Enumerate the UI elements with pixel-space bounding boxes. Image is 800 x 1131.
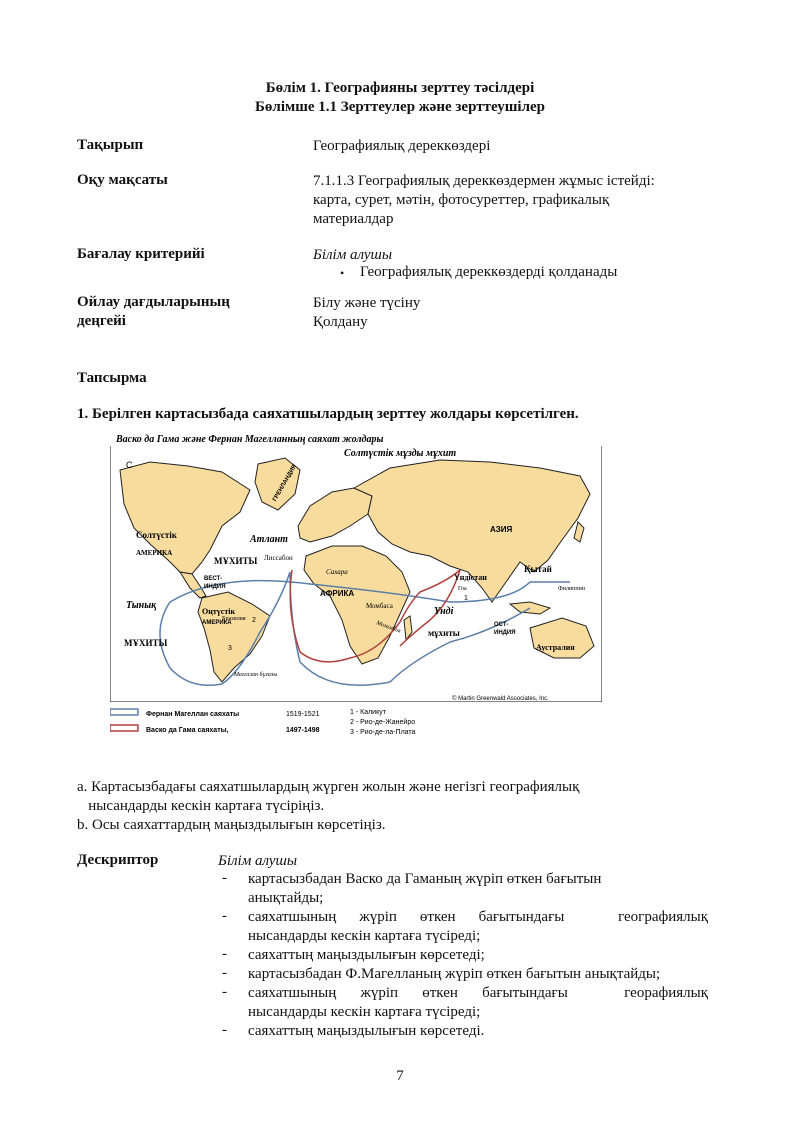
magellan-strait-label: Магеллан бұғазы — [234, 672, 278, 678]
west-indies-label-2: ИНДИЯ — [204, 584, 226, 590]
china-label: Қытай — [524, 564, 552, 574]
marker-2: 2 — [252, 617, 256, 624]
descriptor-item-line: саяхаттың маңыздылығын көрсетеді. — [248, 1023, 485, 1039]
mombasa-label: Момбаса — [366, 602, 393, 610]
goal-value-line: материалдар — [313, 211, 394, 227]
map-title: Васко да Гама және Фернан Магелланның саяхат жолдары — [116, 434, 384, 445]
page-number: 7 — [396, 1068, 404, 1084]
greenland-label: ГРЕНЛАНДИЯ — [272, 463, 299, 503]
asia-label: АЗИЯ — [490, 525, 513, 534]
brazil-label: Бразилия — [222, 616, 246, 622]
compass-label: С — [126, 460, 133, 470]
legend-gama-label: Васко да Гама саяхаты, — [146, 727, 229, 734]
skills-value: Білу және түсіну — [313, 295, 421, 311]
north-ocean-label: Солтүстік мұзды мұхит — [344, 448, 457, 459]
skills-label-line: Ойлау дағдыларының — [77, 294, 230, 310]
pacific-label-2: МҰХИТЫ — [124, 638, 168, 648]
criteria-role: Білім алушы — [313, 247, 393, 263]
north-america-label-1: Солтүстік — [136, 530, 177, 540]
question-1: 1. Берілген картасызбада саяхатшылардың зерттеу жолдары көрсетілген. — [77, 406, 579, 422]
descriptor-item-line: саяхаттың маңыздылығын көрсетеді; — [248, 947, 485, 963]
descriptor-role: Білім алушы — [218, 853, 298, 869]
criteria-label: Бағалау критерийі — [77, 246, 205, 262]
list-dash: - — [222, 870, 227, 886]
question-a-line: a. Картасызбадағы саяхатшылардың жүрген жолын және негізгі географиялық — [77, 779, 580, 795]
west-indies-label-1: ВЕСТ- — [204, 576, 223, 582]
south-america-label-2: АМЕРИКА — [202, 620, 232, 626]
descriptor-item-line: нысандарды кескін картаға түсіреді; — [248, 1004, 481, 1020]
goal-value-line: карта, сурет, мәтін, фотосуреттер, графикалық — [313, 192, 610, 208]
list-dash: - — [222, 908, 227, 924]
map-legend — [110, 706, 602, 742]
criteria-item: Географиялық дереккөздерді қолданады — [360, 264, 618, 280]
map-copyright: © Martin Greenwald Associates, Inc. — [452, 696, 549, 702]
mozambique-label: Мозамбик — [375, 620, 402, 635]
topic-label: Тақырып — [77, 137, 144, 153]
list-dash: - — [222, 1022, 227, 1038]
skills-value: Қолдану — [313, 314, 368, 330]
india-label: Үндістан — [454, 573, 487, 582]
descriptor-label: Дескриптор — [77, 852, 159, 868]
topic-value: Географиялық дереккөздері — [313, 138, 491, 154]
north-america-label-2: АМЕРИКА — [136, 549, 173, 557]
indian-ocean-label-1: Үнді — [434, 606, 454, 617]
east-indies-label-2: ИНДИЯ — [494, 630, 516, 636]
descriptor-item-line: саяхатшының жүріп өткен бағытындағы георафиялық — [248, 985, 708, 1001]
task-heading: Тапсырма — [77, 370, 147, 386]
goa-label: Гоа — [458, 586, 467, 592]
legend-key-2: 2 - Рио-де-Жанейро — [350, 719, 416, 726]
bullet-icon: • — [340, 266, 345, 280]
section-title: Бөлім 1. Географияны зерттеу тәсілдері — [265, 80, 535, 96]
list-dash: - — [222, 946, 227, 962]
africa-label: АФРИКА — [320, 589, 355, 598]
lisbon-label: Лиссабон — [264, 554, 293, 562]
south-america-label-1: Оңтүстік — [202, 607, 236, 616]
list-dash: - — [222, 965, 227, 981]
descriptor-item-line: анықтайды; — [248, 890, 324, 906]
descriptor-item-line: картасызбадан Васко да Гаманың жүріп өткен бағытын — [248, 871, 602, 887]
descriptor-item-line: нысандарды кескін картаға түсіреді; — [248, 928, 481, 944]
marker-1: 1 — [464, 595, 468, 602]
question-b: b. Осы саяхаттардың маңыздылығын көрсетіңіз. — [77, 817, 386, 833]
legend-key-1: 1 - Каликут — [350, 709, 386, 716]
descriptor-item-line: саяхатшының жүріп өткен бағытындағы географиялық — [248, 909, 708, 925]
marker-3: 3 — [228, 645, 232, 652]
goal-label: Оқу мақсаты — [77, 172, 168, 188]
legend-magellan-years: 1519-1521 — [286, 711, 320, 718]
list-dash: - — [222, 984, 227, 1000]
legend-magellan-label: Фернан Магеллан саяхаты — [146, 711, 240, 718]
atlantic-label-2: МҰХИТЫ — [214, 556, 258, 566]
goal-value-line: 7.1.1.3 Географиялық дереккөздермен жұмыс істейді: — [313, 173, 655, 189]
descriptor-item-line: картасызбадан Ф.Магелланың жүріп өткен бағытын анықтайды; — [248, 966, 661, 982]
atlantic-label-1: Атлант — [250, 534, 288, 545]
legend-gama-years: 1497-1498 — [286, 727, 320, 734]
subsection-title: Бөлімше 1.1 Зерттеулер және зерттеушілер — [254, 99, 545, 115]
pacific-label-1: Тынық — [126, 600, 157, 611]
question-a-line: нысандарды кескін картаға түсіріңіз. — [77, 798, 325, 814]
indian-ocean-label-2: мұхиты — [428, 628, 460, 638]
voyages-map — [110, 432, 602, 702]
australia-label: Аустралия — [536, 643, 575, 652]
legend-key-3: 3 - Рио-де-ла-Плата — [350, 729, 416, 736]
skills-label-line: деңгейі — [77, 313, 126, 329]
sahara-label: Сахара — [326, 568, 348, 576]
east-indies-label-1: ОСТ- — [494, 622, 509, 628]
philippines-label: Филиппин — [558, 586, 585, 592]
